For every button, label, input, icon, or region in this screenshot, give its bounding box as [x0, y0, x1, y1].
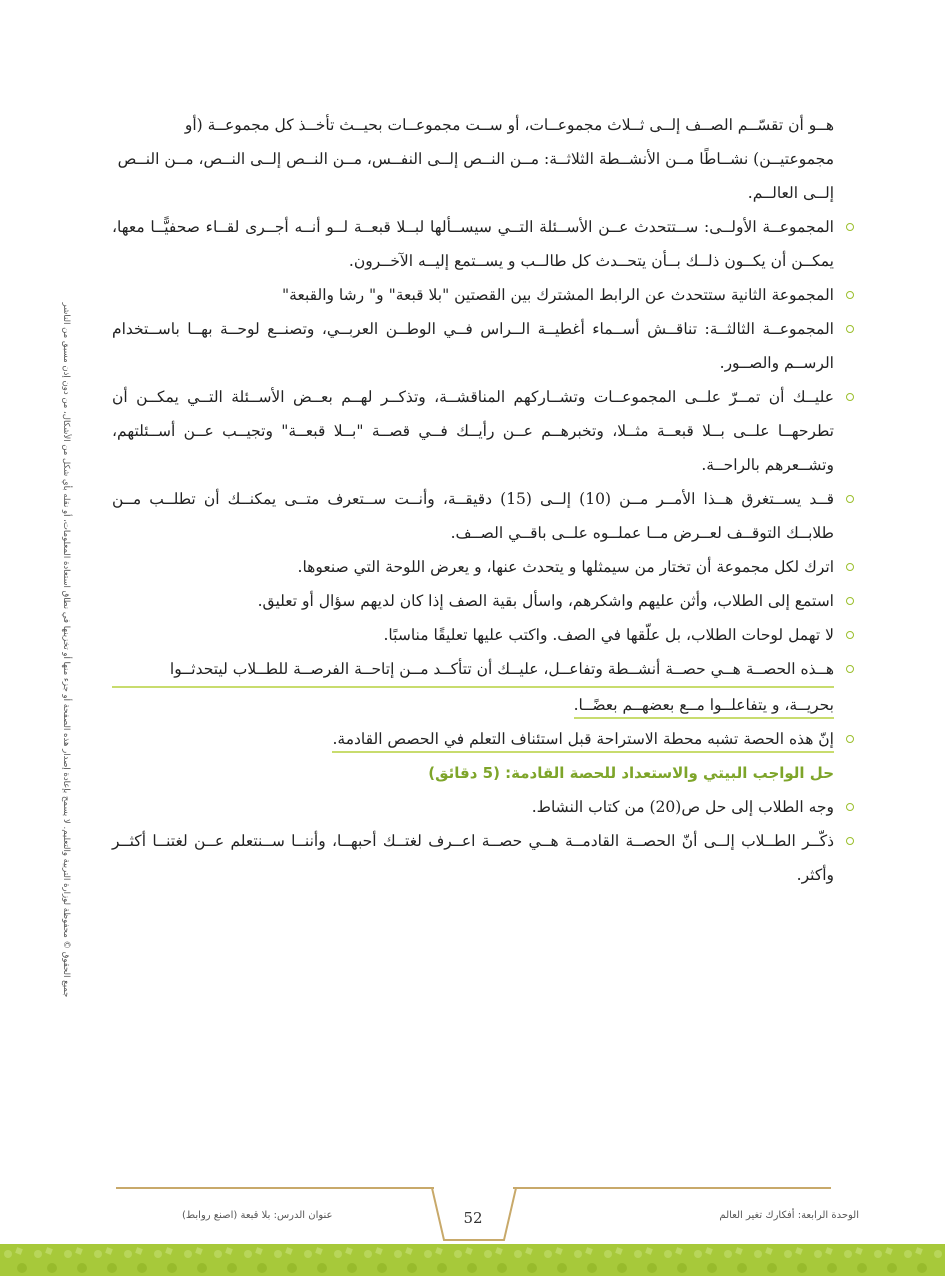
footer-unit-title: الوحدة الرابعة: أفكارك تغير العالم — [719, 1210, 859, 1221]
copyright-side-note — [58, 290, 74, 1010]
list-item-text: قــد يســتغرق هــذا الأمــر مــن (10) إلــى (15) دقيقــة، وأنــت ســتعرف متــى يمكنــك أن تطلــب مــن طلابــك التوقــف لعــرض مــا عملــوه علــى باقــي الصــف. — [112, 490, 834, 542]
list-item — [112, 824, 834, 892]
bullet-icon — [846, 803, 854, 811]
copyright-text: جميع الحقوق © محفوظة لوزارة التربية والتعليم. لا يسمح بإعادة إصدار هذه الصفحة أو جزء منها أو تخزينها في نطاق استعادة المعلومات، أو نقله بأي شكل من الأشكال، من دون إذن مسبق من الناشر — [61, 302, 71, 998]
list-item-text: وجه الطلاب إلى حل ص(20) من كتاب النشاط. — [531, 798, 834, 816]
list-item — [112, 278, 834, 312]
list-item-text: المجموعة الثانية ستتحدث عن الرابط المشترك بين القصتين "بلا قبعة" و" رشا والقبعة" — [282, 286, 834, 304]
bullet-icon — [846, 563, 854, 571]
list-item — [112, 380, 834, 482]
list-item — [112, 312, 834, 380]
list-item — [112, 790, 834, 824]
intro-line-2: مجموعتيــن) نشــاطًا مــن الأنشــطة الثلاثــة: مــن النــص إلــى النفــس، مــن النــص إلــى النــص، مــن النــص — [117, 150, 834, 168]
highlight-line-1: هــذه الحصــة هــي حصــة أنشــطة وتفاعــل، عليــك أن تتأكــد مــن إتاحــة الفرصــة للطــلاب ليتحدثــوا — [112, 652, 834, 688]
highlight-note-1 — [112, 652, 834, 722]
list-item — [112, 550, 834, 584]
bullet-icon — [846, 291, 854, 299]
bullet-icon — [846, 597, 854, 605]
list-item-text: المجموعــة الأولــى: ســتتحدث عــن الأســئلة التــي سيســألها لبــلا قبعــة لــو أنــه أجــرى لقــاء صحفيًّــا معها، يمكــن أن يكــون ذلــك بــأن يتحــدث كل طالــب و يســتمع إليــه الآخــرون. — [112, 218, 834, 270]
main-content — [112, 108, 834, 892]
list-item-text: المجموعــة الثالثــة: تناقــش أســماء أغطيــة الــراس فــي الوطــن العربــي، وتصنــع لوحــة بهــا باســتخدام الرســم والصــور. — [112, 320, 834, 372]
footer-divider-right — [513, 1187, 831, 1189]
list-item-text: اترك لكل مجموعة أن تختار من سيمثلها و يتحدث عنها، و يعرض اللوحة التي صنعوها. — [297, 558, 834, 576]
bullet-icon — [846, 495, 854, 503]
list-item-text: استمع إلى الطلاب، وأثن عليهم واشكرهم، واسأل بقية الصف إذا كان لديهم سؤال أو تعليق. — [257, 592, 834, 610]
bullet-icon — [846, 837, 854, 845]
list-item-text: ذكّــر الطــلاب إلــى أنّ الحصــة القادمــة هــي حصــة اعــرف لغتــك أحبهــا، وأننــا ســنتعلم عــن لغتنــا أكثــر وأكثر. — [112, 832, 834, 884]
decorative-pattern-strip — [0, 1244, 945, 1276]
highlight-line-2: بحريــة، و يتفاعلــوا مــع بعضهــم بعضًــا. — [574, 696, 834, 719]
bullet-icon — [846, 223, 854, 231]
footer-divider-left — [116, 1187, 434, 1189]
list-item — [112, 210, 834, 278]
intro-line-1: هــو أن تقسّــم الصــف إلــى ثــلاث مجموعــات، أو ســت مجموعــات بحيــث تأخــذ كل مجموعــة (أو — [184, 116, 834, 134]
page-number: 52 — [463, 1209, 483, 1227]
bullet-icon — [846, 325, 854, 333]
intro-line-3: إلــى العالــم. — [747, 184, 834, 202]
list-item — [112, 618, 834, 652]
list-item — [112, 482, 834, 550]
footer-lesson-title: عنوان الدرس: بلا قبعة (اصنع روابط) — [182, 1210, 333, 1221]
highlight-text: إنّ هذه الحصة تشبه محطة الاستراحة قبل استئناف التعلم في الحصص القادمة. — [332, 730, 834, 753]
bullet-icon — [846, 735, 854, 743]
list-item — [112, 584, 834, 618]
list-item-text: عليــك أن تمــرّ علــى المجموعــات وتشــاركهم المناقشــة، وتذكــر لهــم بعــض الأســئلة التــي يمكــن أن تطرحهــا علــى بــلا قبعــة مثــلا، وتخبرهــم عــن رأيــك فــي قصــة "بــلا قبعــة" وتجيــب عــن أســئلتهم، وتشــعرهم بالراحــة. — [112, 388, 834, 474]
bullet-icon — [846, 631, 854, 639]
highlight-note-2 — [112, 722, 834, 756]
homework-heading: حل الواجب البيتي والاستعداد للحصة القادمة: (5 دقائق) — [428, 764, 834, 782]
list-item-text: لا تهمل لوحات الطلاب، بل علّقها في الصف. واكتب عليها تعليقًا مناسبًا. — [383, 626, 834, 644]
bullet-icon — [846, 393, 854, 401]
bullet-icon — [846, 665, 854, 673]
